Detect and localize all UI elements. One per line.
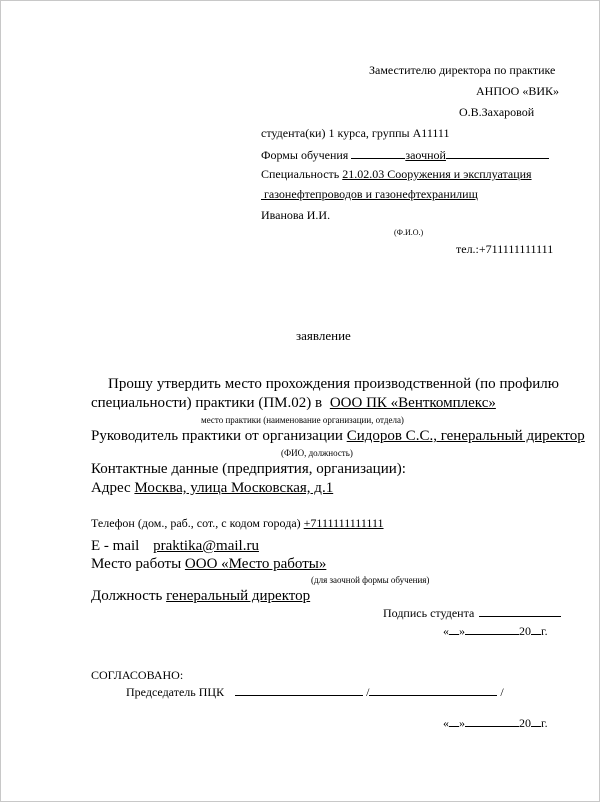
study-form-underline-tail <box>446 147 549 159</box>
address-value: Москва, улица Московская, д.1 <box>134 480 334 496</box>
addressee-line-1: Заместителю директора по практике <box>369 63 556 77</box>
request-line-2-prefix: специальности) практики (ПМ.02) в <box>91 395 323 411</box>
study-form-label: Формы обучения <box>261 148 349 162</box>
study-form-row <box>261 147 549 163</box>
email-label: E - mail <box>91 538 140 554</box>
approval-date-year: 20 <box>519 716 531 730</box>
workplace-row <box>91 556 326 573</box>
email-row <box>91 538 259 555</box>
approval-day-line <box>449 715 459 727</box>
addressee-line-2: АНПОО «ВИК» <box>476 84 560 98</box>
practice-place: ООО ПК «Венткомплекс» <box>329 395 496 411</box>
email-value: praktika@mail.ru <box>153 538 259 554</box>
addressee-line-3: О.В.Захаровой <box>459 105 535 119</box>
specialty-value-1: 21.02.03 Сооружения и эксплуатация <box>342 167 532 181</box>
document-title: заявление <box>296 328 351 343</box>
date-quote-close: » <box>459 624 465 638</box>
date-suffix: г. <box>541 624 548 638</box>
date-day-line <box>449 623 459 635</box>
approval-month-line <box>465 715 519 727</box>
approval-date-quote-open: « <box>443 716 449 730</box>
approval-year-line <box>531 715 541 727</box>
study-form-value: заочной <box>405 148 446 162</box>
workplace-caption: (для заочной формы обучения) <box>311 575 430 585</box>
position-label: Должность <box>91 588 163 604</box>
org-phone-row <box>91 516 384 531</box>
signature-label: Подпись студента <box>383 606 475 620</box>
student-date-row <box>443 623 548 639</box>
student-name: Иванова И.И. <box>261 208 331 222</box>
workplace-value: ООО «Место работы» <box>184 556 327 572</box>
date-month-line <box>465 623 519 635</box>
student-name-caption: (Ф.И.О.) <box>394 228 424 237</box>
workplace-label: Место работы <box>91 556 182 572</box>
approval-date-quote-close: » <box>459 716 465 730</box>
supervisor-row <box>91 428 585 445</box>
chair-label: Председатель ПЦК <box>126 685 225 699</box>
contacts-label: Контактные данные (предприятия, организации): <box>91 461 406 477</box>
request-line-1: Прошу утвердить место прохождения производственной (по профилю <box>108 376 559 392</box>
chair-signature-line <box>235 684 363 696</box>
request-line-2 <box>91 395 496 412</box>
position-value: генеральный директор <box>166 588 311 604</box>
specialty-value-2: газонефтепроводов и газонефтехранилищ <box>261 187 478 201</box>
chair-slash-2: / <box>500 685 504 699</box>
date-quote-open: « <box>443 624 449 638</box>
org-phone-label: Телефон (дом., раб., сот., с кодом города) <box>91 516 301 530</box>
date-year-line <box>531 623 541 635</box>
chair-slash-1: / <box>366 685 370 699</box>
chair-row <box>126 684 504 700</box>
supervisor-label: Руководитель практики от организации <box>91 428 343 444</box>
study-form-underline <box>351 147 405 159</box>
signature-line <box>479 605 561 617</box>
approval-date-row <box>443 715 548 731</box>
specialty-label: Специальность <box>261 167 340 181</box>
supervisor-caption: (ФИО, должность) <box>281 448 353 458</box>
address-row <box>91 480 333 497</box>
place-caption: место практики (наименование организации, отдела) <box>201 415 404 425</box>
org-phone-value: +7111111111111 <box>303 516 384 530</box>
date-year: 20 <box>519 624 531 638</box>
supervisor-value: Сидоров С.С., генеральный директор <box>346 428 585 444</box>
student-phone: тел.:+711111111111 <box>456 242 554 256</box>
position-row <box>91 588 310 605</box>
approval-date-suffix: г. <box>541 716 548 730</box>
chair-name-line <box>369 684 497 696</box>
agreed-label: СОГЛАСОВАНО: <box>91 668 184 682</box>
student-group: студента(ки) 1 курса, группы А11111 <box>261 126 450 140</box>
signature-row <box>383 605 561 621</box>
specialty-row <box>261 167 532 182</box>
address-label: Адрес <box>91 480 131 496</box>
